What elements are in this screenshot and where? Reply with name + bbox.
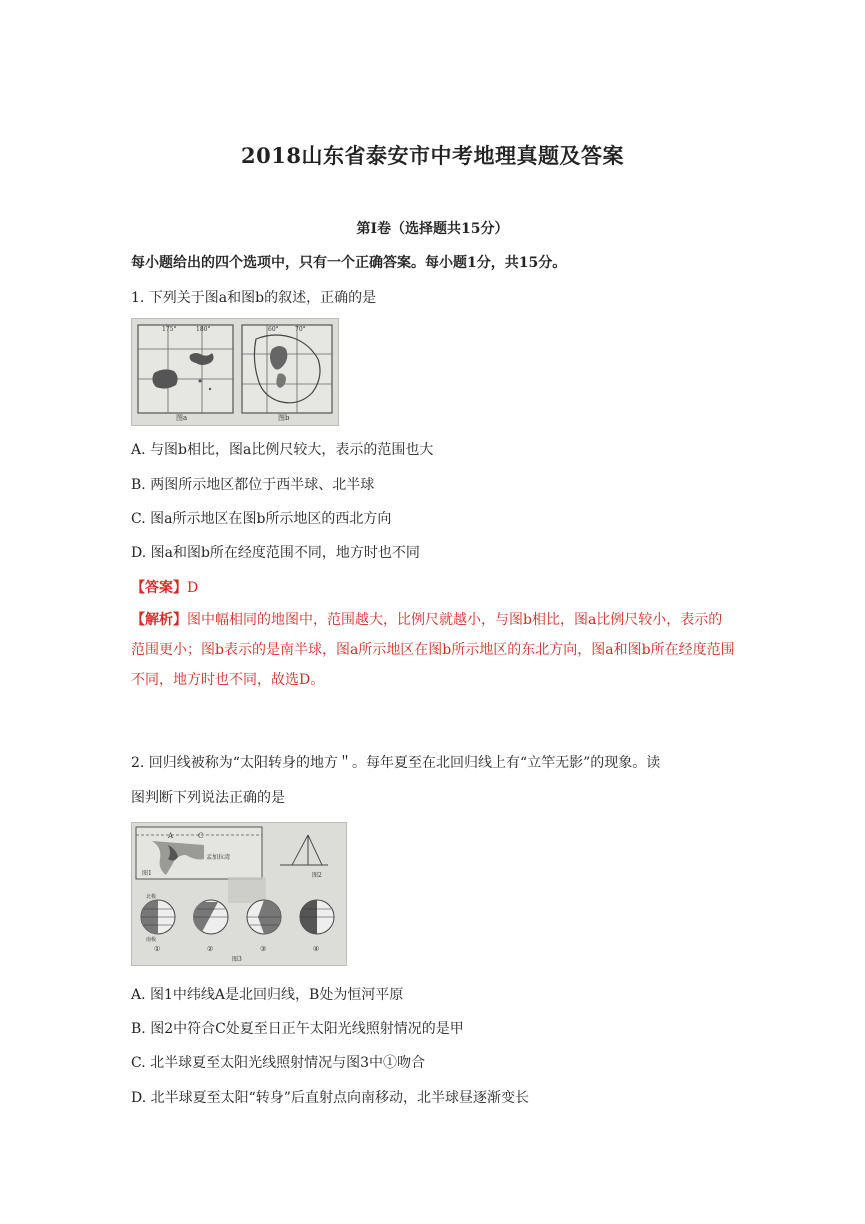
north-pole-label: 北极: [146, 894, 157, 900]
circle-label-3: ③: [260, 945, 267, 953]
circle-label-1: ①: [154, 945, 161, 953]
question-2-stem-line-1: 2. 回归线被称为“太阳转身的地方＂。每年夏至在北回归线上有“立竿无影”的现象。读: [131, 755, 661, 771]
question-2-figure: [131, 822, 347, 966]
globe-1: [141, 900, 175, 934]
globe-2: [193, 900, 228, 934]
region-label: 孟加拉湾: [206, 854, 231, 861]
globe-4: [300, 900, 334, 934]
section-heading: 第Ⅰ卷（选择题共15分）: [356, 221, 509, 237]
question-1-option-b: B. 两图所示地区都位于西半球、北半球: [131, 477, 375, 493]
question-1-figure: [131, 318, 339, 426]
figure-a-label: 图a: [176, 414, 188, 422]
figure-a-lon-2: 180°: [196, 326, 211, 333]
fig-2-label: 图2: [312, 872, 322, 879]
figure-b-lon-1: 60°: [268, 326, 279, 333]
circle-label-2: ②: [207, 945, 214, 953]
explanation-text: 图中幅相同的地图中，范围越大，比例尺就越小，与图b相比，图a比例尺较小，表示的范围更小；图b表示的是南半球，图a所示地区在图b所示地区的东北方向，图a和图b所在经度范围不同，地方时也不同，故选D。: [131, 612, 735, 688]
question-2-option-d: D. 北半球夏至太阳“转身”后直射点向南移动，北半球昼逐渐变长: [131, 1090, 529, 1106]
question-1-option-d: D. 图a和图b所在经度范围不同，地方时也不同: [131, 545, 420, 561]
question-2-option-a: A. 图1中纬线A是北回归线，B处为恒河平原: [131, 987, 404, 1003]
question-2-option-c: C. 北半球夏至太阳光线照射情况与图3中①吻合: [131, 1055, 426, 1071]
marker-c: C: [198, 832, 204, 840]
explanation-label: 【解析】: [131, 612, 187, 628]
south-pole-label: 南极: [146, 937, 157, 943]
circle-label-4: ④: [313, 945, 320, 953]
figure-b-lon-2: 70°: [295, 326, 306, 333]
marker-a: A: [168, 832, 174, 840]
answer-value: D: [187, 580, 199, 596]
question-1-explanation: [131, 605, 736, 695]
fig-1-label: 图1: [142, 870, 152, 877]
answer-label: 【答案】: [131, 580, 187, 596]
fig-3-label: 图3: [232, 956, 242, 963]
figure-b-label: 图b: [278, 414, 290, 422]
figure-a-lon-1: 175°: [162, 326, 177, 333]
question-1-option-a: A. 与图b相比，图a比例尺较大，表示的范围也大: [131, 442, 434, 458]
question-1-answer: [131, 577, 198, 597]
question-2-option-b: B. 图2中符合C处夏至日正午太阳光线照射情况的是甲: [131, 1021, 464, 1037]
globe-3: [247, 900, 281, 934]
question-1-stem: 1. 下列关于图a和图b的叙述，正确的是: [131, 290, 377, 306]
page-title: 2018山东省泰安市中考地理真题及答案: [241, 143, 624, 168]
question-2-stem-line-2: 图判断下列说法正确的是: [131, 790, 285, 806]
instruction-text: 每小题给出的四个选项中，只有一个正确答案。每小题1分，共15分。: [131, 255, 567, 271]
question-1-option-c: C. 图a所示地区在图b所示地区的西北方向: [131, 511, 392, 527]
